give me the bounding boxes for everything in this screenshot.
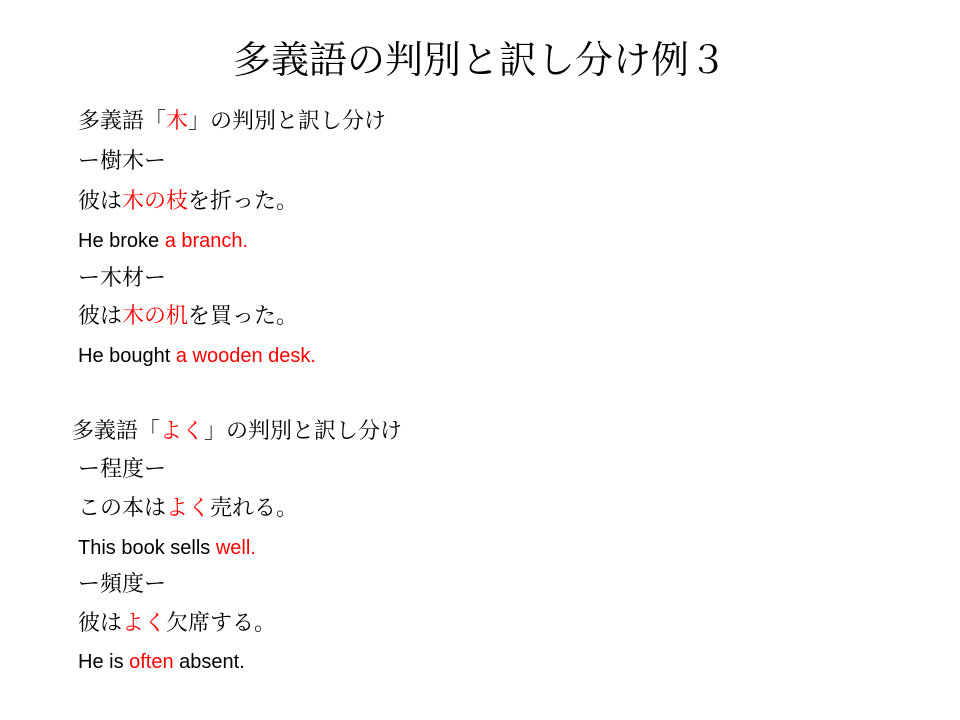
section1-heading-suffix: 」の判別と訳し分け bbox=[188, 109, 387, 134]
section2-sense2-jp-prefix: 彼は bbox=[78, 611, 123, 636]
section1-sense1-en-highlight: a branch. bbox=[164, 230, 249, 252]
section2-heading-highlight: よく bbox=[160, 419, 205, 444]
section1-sense1-en-sentence bbox=[78, 226, 248, 256]
section2-sense2-en-prefix: He is bbox=[78, 651, 130, 673]
section1-sense2-en-prefix: He bought bbox=[78, 345, 176, 367]
section2-sense2-jp-suffix: 欠席する。 bbox=[166, 611, 277, 636]
section1-heading bbox=[78, 107, 386, 137]
section1-sense2-label: ー木材ー bbox=[78, 266, 167, 291]
section2-sense2-label: ー頻度ー bbox=[78, 572, 167, 597]
section1-heading-highlight: 木 bbox=[166, 109, 189, 134]
section2-sense1-jp-sentence bbox=[78, 494, 298, 524]
section2-sense1-jp-suffix: 売れる。 bbox=[210, 496, 299, 521]
section1-sense1-jp-highlight: 木の枝 bbox=[122, 189, 189, 214]
section2-sense1-label: ー程度ー bbox=[78, 457, 167, 482]
section1-sense1-en-prefix: He broke bbox=[78, 230, 165, 252]
slide-title: 多義語の判別と訳し分け例３ bbox=[232, 38, 727, 82]
section1-sense2-jp-highlight: 木の机 bbox=[122, 304, 189, 329]
section2-sense1-en-highlight: well. bbox=[215, 537, 256, 559]
section2-heading bbox=[72, 417, 402, 447]
section1-sense2-jp-sentence bbox=[78, 302, 298, 332]
section1-sense2-en-highlight: a wooden desk. bbox=[175, 345, 316, 367]
section1-sense1-label: ー樹木ー bbox=[78, 149, 167, 174]
section2-sense1-en-prefix: This book sells bbox=[78, 537, 216, 559]
section1-sense1-jp-sentence bbox=[78, 187, 298, 217]
section2-sense2-jp-sentence bbox=[78, 609, 276, 639]
section1-sense1-jp-prefix: 彼は bbox=[78, 189, 123, 214]
section2-sense1-jp-highlight: よく bbox=[166, 496, 211, 521]
section2-sense2-en-suffix: absent. bbox=[173, 651, 245, 673]
section2-sense1-en-sentence bbox=[78, 533, 256, 563]
section1-heading-prefix: 多義語「 bbox=[78, 109, 167, 134]
section2-sense1-jp-prefix: この本は bbox=[78, 496, 167, 521]
section2-sense2-en-sentence bbox=[78, 647, 245, 677]
section2-sense2-en-highlight: often bbox=[129, 651, 174, 673]
section2-sense2-jp-highlight: よく bbox=[122, 611, 167, 636]
section2-heading-prefix: 多義語「 bbox=[72, 419, 161, 444]
section1-sense2-jp-suffix: を買った。 bbox=[188, 304, 299, 329]
section1-sense2-jp-prefix: 彼は bbox=[78, 304, 123, 329]
section1-sense2-en-sentence bbox=[78, 341, 316, 371]
section2-heading-suffix: 」の判別と訳し分け bbox=[204, 419, 403, 444]
section1-sense1-jp-suffix: を折った。 bbox=[188, 189, 299, 214]
